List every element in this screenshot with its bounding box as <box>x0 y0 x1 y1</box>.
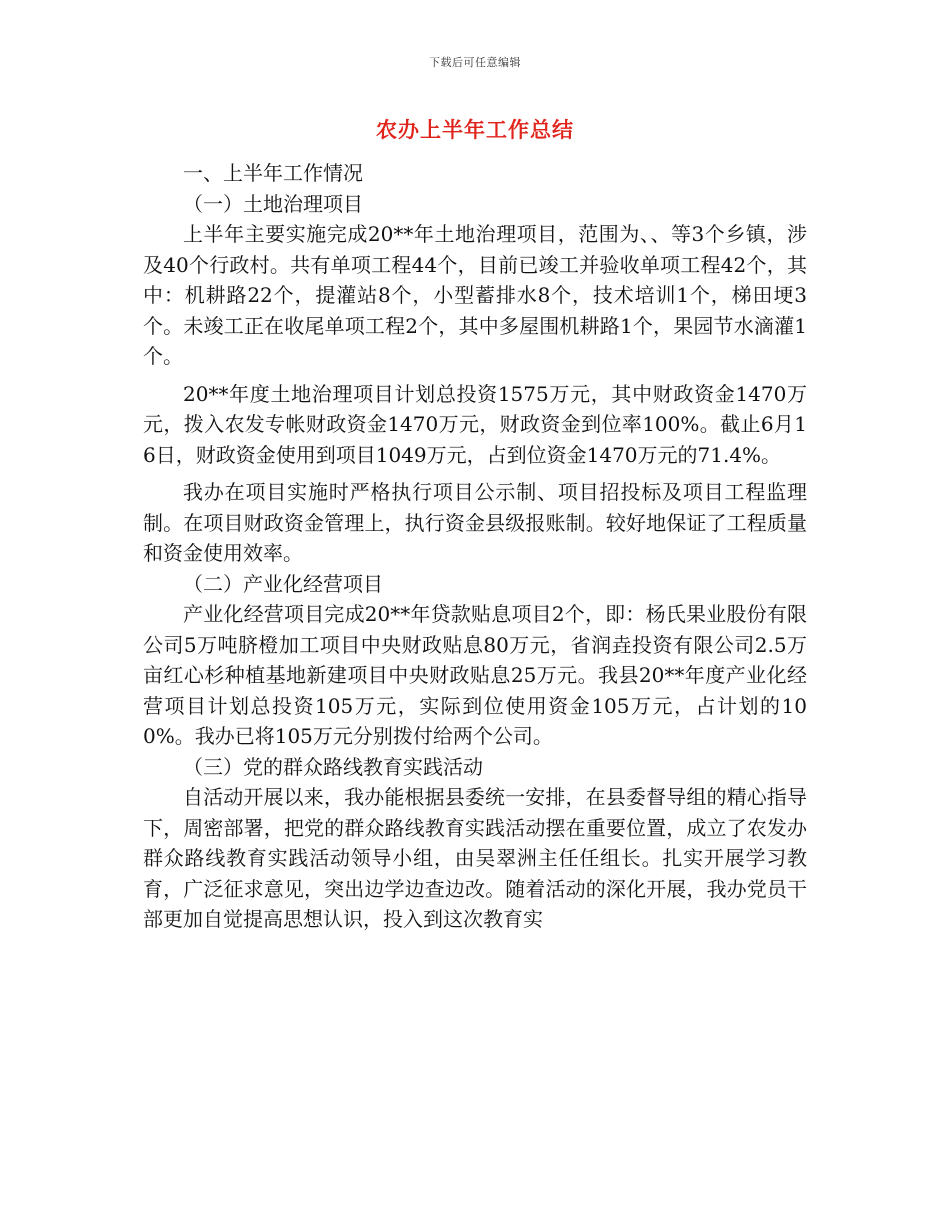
body-paragraph: 自活动开展以来，我办能根据县委统一安排，在县委督导组的精心指导下，周密部署，把党的群众路线教育实践活动摆在重要位置，成立了农发办群众路线教育实践活动领导小组，由吴翠洲主任任组长。扎实开展学习教育，广泛征求意见，突出边学边查边改。随着活动的深化开展，我办党员干部更加自觉提高思想认识，投入到这次教育实 <box>143 785 807 931</box>
subsection-heading: （三）党的群众路线教育实践活动 <box>183 754 483 779</box>
body-paragraph: 20**年度土地治理项目计划总投资1575万元，其中财政资金1470万元，拨入农发专帐财政资金1470万元，财政资金到位率100%。截止6月16日，财政资金使用到项目1049万元，占到位资金1470万元的71.4%。 <box>143 381 807 467</box>
body-paragraph: 产业化经营项目完成20**年贷款贴息项目2个，即：杨氏果业股份有限公司5万吨脐橙加工项目中央财政贴息80万元，省润垚投资有限公司2.5万亩红心杉种植基地新建项目中央财政贴息25万元。我县20**年度产业化经营项目计划总投资105万元，实际到位使用资金105万元，占计划的100%。我办已将105万元分别拨付给两个公司。 <box>143 602 807 748</box>
document-body <box>143 158 807 935</box>
subsection-heading: （一）土地治理项目 <box>183 191 363 216</box>
body-paragraph: 我办在项目实施时严格执行项目公示制、项目招投标及项目工程监理制。在项目财政资金管理上，执行资金县级报账制。较好地保证了工程质量和资金使用效率。 <box>143 480 807 565</box>
document-title: 农办上半年工作总结 <box>376 118 574 142</box>
header-note: 下载后可任意编辑 <box>429 56 521 69</box>
section-heading: 一、上半年工作情况 <box>183 161 363 185</box>
subsection-heading: （二）产业化经营项目 <box>183 571 383 596</box>
body-paragraph: 上半年主要实施完成20**年土地治理项目，范围为、、等3个乡镇，涉及40个行政村。共有单项工程44个，目前已竣工并验收单项工程42个，其中：机耕路22个，提灌站8个，小型蓄排水8个，技术培训1个，梯田埂3个。未竣工正在收尾单项工程2个，其中多屋围机耕路1个，果园节水滴灌1个。 <box>143 222 807 368</box>
